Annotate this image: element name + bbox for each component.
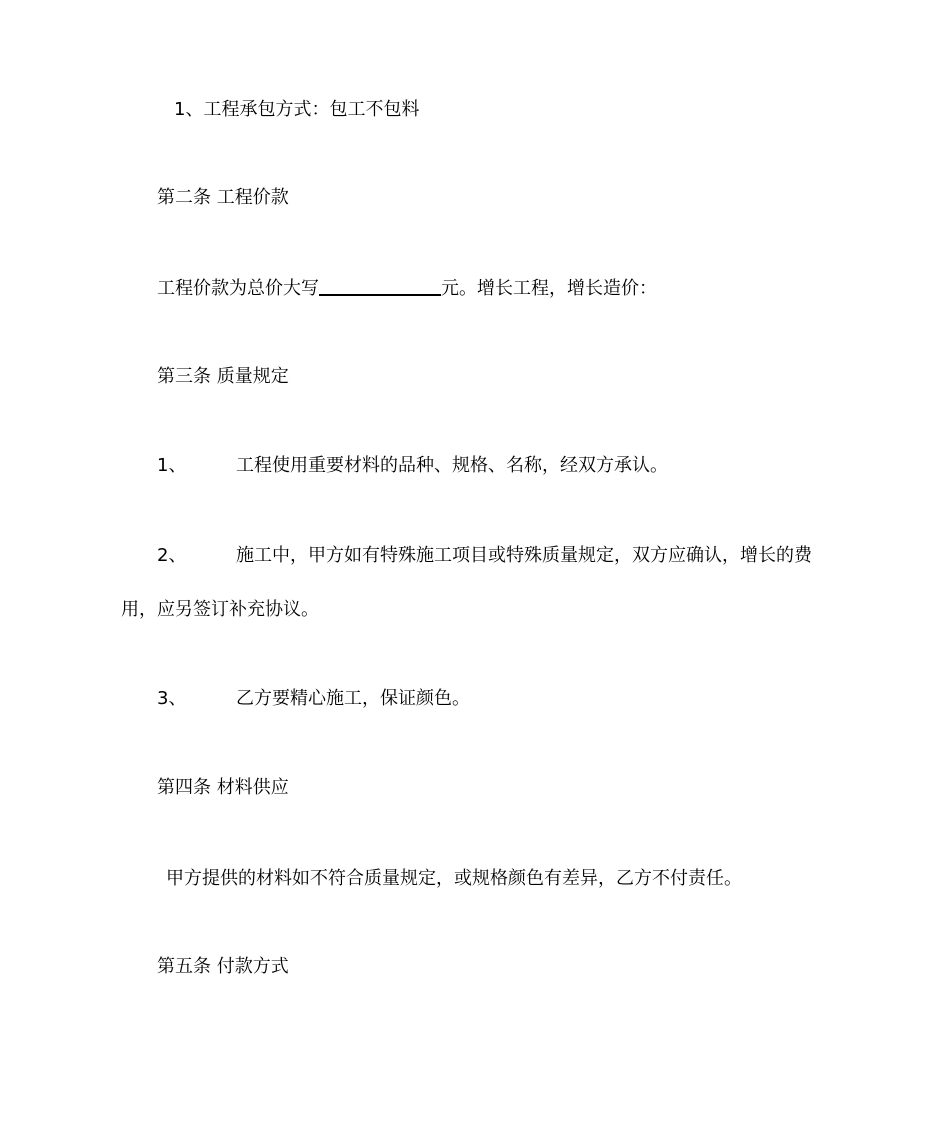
article-4-heading: 第四条 材料供应 xyxy=(157,777,289,798)
contract-type-line: 1、工程承包方式：包工不包料 xyxy=(174,99,420,120)
price-blank-field xyxy=(319,276,441,296)
quality-item-text: 工程使用重要材料的品种、规格、名称，经双方承认。 xyxy=(236,455,668,476)
article-5-heading: 第五条 付款方式 xyxy=(157,956,289,977)
article-4-text: 甲方提供的材料如不符合质量规定，或规格颜色有差异，乙方不付责任。 xyxy=(166,868,742,889)
quality-item-text: 施工中，甲方如有特殊施工项目或特殊质量规定，双方应确认，增长的费 xyxy=(236,545,812,566)
article-2-price-line xyxy=(157,276,657,301)
quality-item-number: 3、 xyxy=(157,688,187,709)
price-text-after: 元。增长工程，增长造价： xyxy=(441,278,657,299)
quality-item-number: 2、 xyxy=(157,545,187,566)
quality-item-number: 1、 xyxy=(157,455,187,476)
article-2-heading: 第二条 工程价款 xyxy=(157,187,289,208)
quality-item-text: 乙方要精心施工，保证颜色。 xyxy=(236,688,470,709)
article-3-heading: 第三条 质量规定 xyxy=(157,366,289,387)
quality-item-continuation: 用，应另签订补充协议。 xyxy=(121,599,319,620)
price-text-before: 工程价款为总价大写 xyxy=(157,278,319,299)
